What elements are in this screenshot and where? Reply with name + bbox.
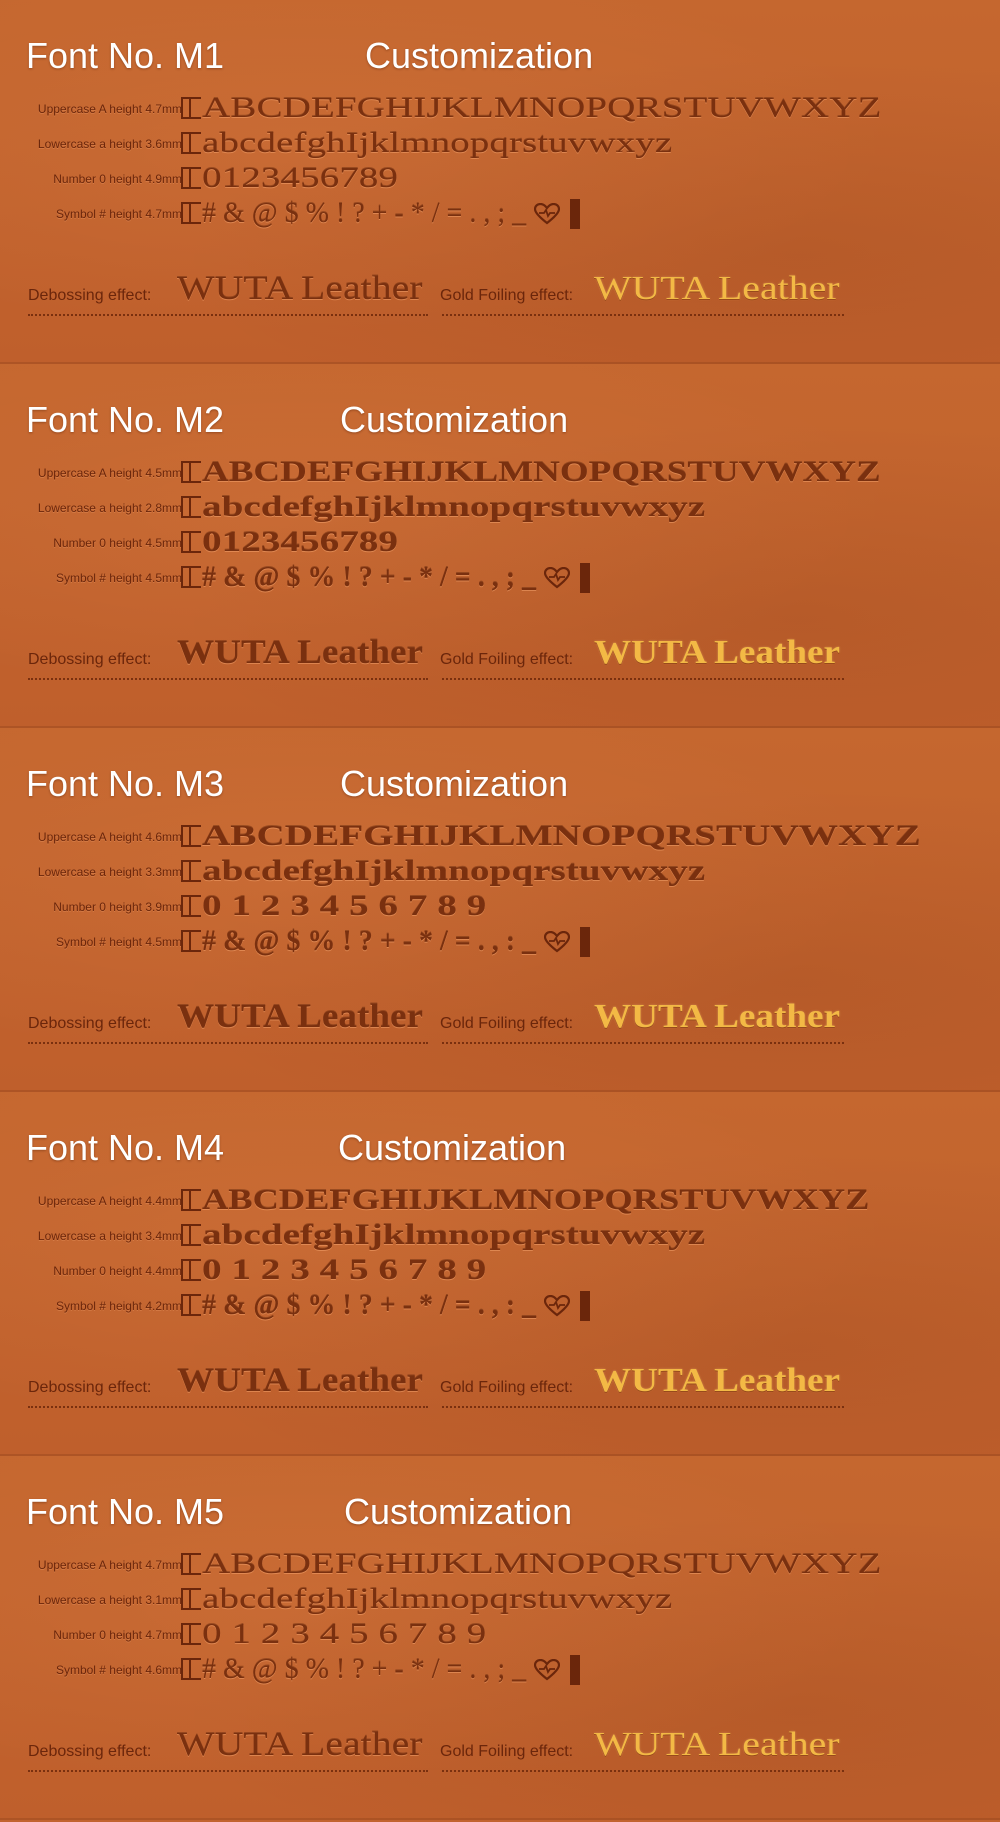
sample-row xyxy=(0,92,1000,126)
height-spec-label: Number 0 height 4.9mm xyxy=(53,172,182,186)
gold-foiling-label: Gold Foiling effect: xyxy=(440,287,574,304)
sample-row xyxy=(0,1289,1000,1323)
solid-block-icon xyxy=(580,927,590,957)
sample-text: abcdefghIjklmnopqrstuvwxyz xyxy=(202,492,706,523)
height-bracket-icon xyxy=(181,202,201,224)
sample-text: abcdefghIjklmnopqrstuvwxyz xyxy=(202,128,673,159)
dotted-divider xyxy=(442,1406,844,1408)
sample-row xyxy=(0,162,1000,196)
sample-row xyxy=(0,1653,1000,1687)
dotted-divider xyxy=(28,1406,428,1408)
heart-icon xyxy=(544,567,570,589)
glyph-sample xyxy=(202,526,398,560)
effect-preview-row xyxy=(0,630,1000,686)
symbol-sample xyxy=(202,1289,590,1323)
height-bracket-icon xyxy=(181,1294,201,1316)
height-spec-label: Number 0 height 4.5mm xyxy=(53,536,182,550)
font-panel-m2 xyxy=(0,364,1000,728)
glyph-sample xyxy=(202,1254,486,1288)
height-bracket-icon xyxy=(181,167,201,189)
height-bracket-icon xyxy=(181,930,201,952)
height-spec-label: Uppercase A height 4.7mm xyxy=(37,1558,182,1572)
gold-foiling-sample: WUTA Leather xyxy=(594,998,841,1035)
gold-foiling-label: Gold Foiling effect: xyxy=(440,1379,574,1396)
dotted-divider xyxy=(442,1770,844,1772)
height-bracket-icon xyxy=(181,496,201,518)
debossing-label: Debossing effect: xyxy=(28,651,152,668)
height-bracket-icon xyxy=(181,1189,201,1211)
sample-row xyxy=(0,561,1000,595)
font-number-title: Font No. M5 xyxy=(26,1491,225,1532)
sample-text: # & @ $ % ! ? + - * / = . , ; _ xyxy=(202,562,537,593)
customization-heading: Customization xyxy=(340,763,569,804)
sample-text: # & @ $ % ! ? + - * / = . , ; _ xyxy=(202,198,527,229)
sample-text: 0 1 2 3 4 5 6 7 8 9 xyxy=(202,1255,487,1286)
sample-text: 0 1 2 3 4 5 6 7 8 9 xyxy=(202,1619,487,1650)
glyph-sample xyxy=(202,820,921,854)
font-number-title: Font No. M3 xyxy=(26,763,225,804)
sample-row xyxy=(0,820,1000,854)
glyph-sample xyxy=(202,1618,486,1652)
sample-row xyxy=(0,1618,1000,1652)
sample-text: ABCDEFGHIJKLMNOPQRSTUVWXYZ xyxy=(202,821,921,852)
debossing-sample: WUTA Leather xyxy=(177,634,424,671)
height-spec-label: Lowercase a height 3.1mm xyxy=(37,1593,182,1607)
glyph-sample xyxy=(202,456,881,490)
solid-block-icon xyxy=(580,563,590,593)
height-spec-label: Symbol # height 4.2mm xyxy=(55,1299,182,1313)
height-bracket-icon xyxy=(181,1224,201,1246)
debossing-label: Debossing effect: xyxy=(28,1015,152,1032)
sample-text: # & @ $ % ! ? + - * / = . , ; _ xyxy=(202,1654,527,1685)
solid-block-icon xyxy=(570,199,580,229)
customization-heading: Customization xyxy=(344,1491,573,1532)
height-bracket-icon xyxy=(181,566,201,588)
heart-icon xyxy=(534,203,560,225)
glyph-sample xyxy=(202,162,398,196)
sample-row xyxy=(0,1254,1000,1288)
customization-heading: Customization xyxy=(340,399,569,440)
height-bracket-icon xyxy=(181,461,201,483)
font-number-title: Font No. M4 xyxy=(26,1127,225,1168)
sample-row xyxy=(0,1219,1000,1253)
gold-foiling-label: Gold Foiling effect: xyxy=(440,651,574,668)
customization-heading: Customization xyxy=(365,35,594,76)
height-spec-label: Uppercase A height 4.4mm xyxy=(37,1194,182,1208)
sample-row xyxy=(0,1548,1000,1582)
height-bracket-icon xyxy=(181,97,201,119)
gold-foiling-sample: WUTA Leather xyxy=(594,270,840,307)
effect-preview-row xyxy=(0,1722,1000,1778)
gold-foiling-label: Gold Foiling effect: xyxy=(440,1743,574,1760)
dotted-divider xyxy=(442,314,844,316)
heart-icon xyxy=(544,1295,570,1317)
sample-text: ABCDEFGHIJKLMNOPQRSTUVWXYZ xyxy=(202,93,882,124)
height-bracket-icon xyxy=(181,1259,201,1281)
debossing-label: Debossing effect: xyxy=(28,287,152,304)
solid-block-icon xyxy=(570,1655,580,1685)
sample-row xyxy=(0,1184,1000,1218)
sample-row xyxy=(0,1583,1000,1617)
debossing-label: Debossing effect: xyxy=(28,1379,152,1396)
effect-preview-row xyxy=(0,994,1000,1050)
sample-text: 0123456789 xyxy=(202,527,398,558)
glyph-sample xyxy=(202,1583,672,1617)
symbol-sample xyxy=(202,197,580,231)
glyph-sample xyxy=(202,92,882,126)
height-spec-label: Uppercase A height 4.5mm xyxy=(37,466,182,480)
sample-row xyxy=(0,197,1000,231)
symbol-sample xyxy=(202,561,590,595)
height-bracket-icon xyxy=(181,132,201,154)
glyph-sample xyxy=(202,1548,882,1582)
height-bracket-icon xyxy=(181,895,201,917)
height-spec-label: Symbol # height 4.5mm xyxy=(55,571,182,585)
font-number-title: Font No. M1 xyxy=(26,35,225,76)
font-panel-m1 xyxy=(0,0,1000,364)
debossing-sample: WUTA Leather xyxy=(177,998,424,1035)
glyph-sample xyxy=(202,855,705,889)
sample-text: # & @ $ % ! ? + - * / = . , : _ xyxy=(202,1290,537,1321)
height-spec-label: Number 0 height 3.9mm xyxy=(53,900,182,914)
customization-heading: Customization xyxy=(338,1127,567,1168)
height-bracket-icon xyxy=(181,1588,201,1610)
height-bracket-icon xyxy=(181,1623,201,1645)
effect-preview-row xyxy=(0,1358,1000,1414)
glyph-sample xyxy=(202,491,705,525)
height-spec-label: Lowercase a height 2.8mm xyxy=(37,501,182,515)
height-spec-label: Symbol # height 4.5mm xyxy=(55,935,182,949)
dotted-divider xyxy=(442,1042,844,1044)
height-spec-label: Number 0 height 4.7mm xyxy=(53,1628,182,1642)
sample-text: 0 1 2 3 4 5 6 7 8 9 xyxy=(202,891,487,922)
symbol-sample xyxy=(202,925,590,959)
sample-text: abcdefghIjklmnopqrstuvwxyz xyxy=(202,856,706,887)
font-number-title: Font No. M2 xyxy=(26,399,225,440)
sample-row xyxy=(0,925,1000,959)
height-spec-label: Lowercase a height 3.6mm xyxy=(37,137,182,151)
heart-icon xyxy=(534,1659,560,1681)
font-panel-m4 xyxy=(0,1092,1000,1456)
sample-text: ABCDEFGHIJKLMNOPQRSTUVWXYZ xyxy=(202,457,881,488)
height-bracket-icon xyxy=(181,1658,201,1680)
debossing-sample: WUTA Leather xyxy=(177,1726,423,1763)
sample-row xyxy=(0,526,1000,560)
dotted-divider xyxy=(28,314,428,316)
height-spec-label: Lowercase a height 3.3mm xyxy=(37,865,182,879)
height-spec-label: Lowercase a height 3.4mm xyxy=(37,1229,182,1243)
dotted-divider xyxy=(28,1042,428,1044)
dotted-divider xyxy=(442,678,844,680)
gold-foiling-sample: WUTA Leather xyxy=(594,1362,841,1399)
glyph-sample xyxy=(202,127,672,161)
sample-text: ABCDEFGHIJKLMNOPQRSTUVWXYZ xyxy=(202,1549,882,1580)
font-panel-m3 xyxy=(0,728,1000,1092)
sample-row xyxy=(0,127,1000,161)
sample-text: abcdefghIjklmnopqrstuvwxyz xyxy=(202,1220,706,1251)
sample-row xyxy=(0,855,1000,889)
glyph-sample xyxy=(202,1219,705,1253)
sample-row xyxy=(0,491,1000,525)
sample-text: # & @ $ % ! ? + - * / = . , : _ xyxy=(202,926,537,957)
glyph-sample xyxy=(202,890,486,924)
solid-block-icon xyxy=(580,1291,590,1321)
gold-foiling-label: Gold Foiling effect: xyxy=(440,1015,574,1032)
sample-text: 0123456789 xyxy=(202,163,398,194)
height-spec-label: Number 0 height 4.4mm xyxy=(53,1264,182,1278)
dotted-divider xyxy=(28,678,428,680)
effect-preview-row xyxy=(0,266,1000,322)
height-spec-label: Uppercase A height 4.7mm xyxy=(37,102,182,116)
height-spec-label: Symbol # height 4.6mm xyxy=(55,1663,182,1677)
height-bracket-icon xyxy=(181,860,201,882)
sample-row xyxy=(0,456,1000,490)
debossing-sample: WUTA Leather xyxy=(177,1362,424,1399)
glyph-sample xyxy=(202,1184,869,1218)
sample-row xyxy=(0,890,1000,924)
height-spec-label: Symbol # height 4.7mm xyxy=(55,207,182,221)
height-bracket-icon xyxy=(181,1553,201,1575)
height-bracket-icon xyxy=(181,825,201,847)
heart-icon xyxy=(544,931,570,953)
sample-text: ABCDEFGHIJKLMNOPQRSTUVWXYZ xyxy=(202,1185,870,1216)
debossing-label: Debossing effect: xyxy=(28,1743,152,1760)
sample-text: abcdefghIjklmnopqrstuvwxyz xyxy=(202,1584,673,1615)
symbol-sample xyxy=(202,1653,580,1687)
debossing-sample: WUTA Leather xyxy=(177,270,423,307)
font-panel-m5 xyxy=(0,1456,1000,1820)
dotted-divider xyxy=(28,1770,428,1772)
gold-foiling-sample: WUTA Leather xyxy=(594,1726,840,1763)
height-spec-label: Uppercase A height 4.6mm xyxy=(37,830,182,844)
height-bracket-icon xyxy=(181,531,201,553)
gold-foiling-sample: WUTA Leather xyxy=(594,634,841,671)
